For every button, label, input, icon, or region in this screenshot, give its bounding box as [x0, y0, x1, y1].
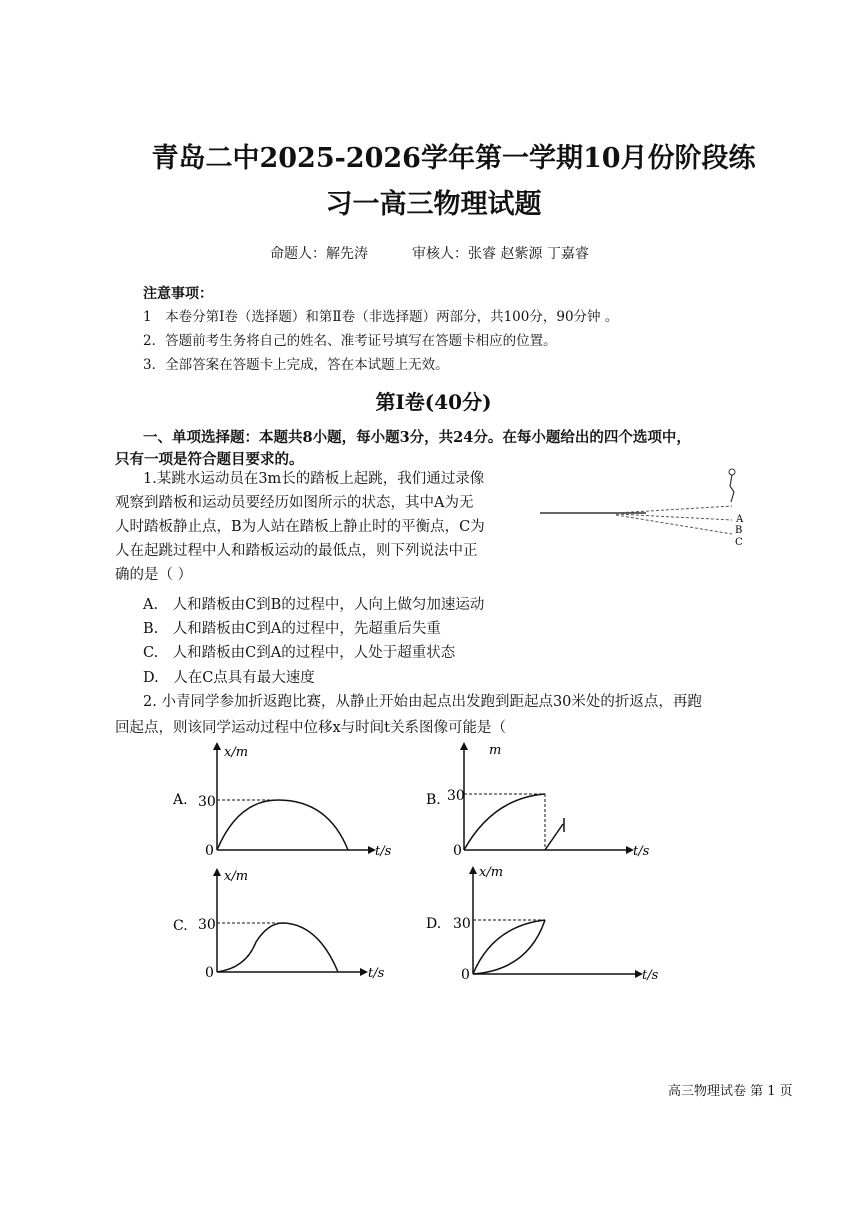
question-line: 确的是（ ）: [115, 567, 193, 583]
y-axis-label: x/m: [224, 869, 249, 884]
page-title-line1: 青岛二中2025-2026学年第一学期10月份阶段练: [151, 143, 756, 174]
instruction-line: 一、单项选择题：本题共8小题，每小题3分，共24分。在每小题给出的四个选项中，: [143, 429, 691, 446]
x-axis-arrow: [360, 968, 368, 976]
question-2-line: 回起点，则该同学运动过程中位移x与时间t关系图像可能是（: [115, 720, 507, 736]
graph-a: [168, 740, 408, 865]
graph-option-label: B.: [426, 792, 441, 808]
q1-option-c: C. 人和踏板由C到A的过程中，人处于超重状态: [143, 645, 456, 661]
reviewers: 审核人：张睿 赵紫源 丁嘉睿: [412, 246, 589, 262]
springboard-figure: [536, 462, 756, 552]
question-line: 人在起跳过程中人和踏板运动的最低点，则下列说法中正: [115, 543, 478, 559]
x-axis-label: t/s: [633, 844, 650, 859]
question-1-text: [115, 467, 485, 587]
y-tick-30: 30: [198, 794, 216, 810]
point-label-a: A: [736, 514, 744, 525]
y-axis-arrow: [213, 742, 221, 750]
diver-head: [729, 469, 735, 475]
board-line-a: [616, 506, 732, 513]
x-t-curve-back: [545, 824, 563, 850]
y-axis-label: x/m: [479, 865, 504, 880]
origin-label: 0: [205, 843, 214, 859]
notes-heading: 注意事项：: [143, 286, 213, 302]
question-line: 1.某跳水运动员在3m长的踏板上起跳，我们通过录像: [143, 471, 485, 487]
x-t-curve: [217, 923, 338, 972]
x-t-curve-lower: [473, 920, 545, 974]
y-axis-arrow: [460, 742, 468, 750]
q1-option-d: D. 人在C点具有最大速度: [143, 670, 315, 686]
graph-option-label: D.: [426, 916, 442, 932]
question-2-line: 2. 小青同学参加折返跑比赛，从静止开始由起点出发跑到距起点30米处的折返点，再跑: [143, 694, 702, 710]
proposer: 命题人：解先涛: [270, 246, 368, 262]
note-item: 3．全部答案在答题卡上完成，答在本试题上无效。: [143, 357, 449, 373]
question-line: 人时踏板静止点，B为人站在踏板上静止时的平衡点，C为: [115, 519, 485, 535]
graph-b: [423, 740, 663, 865]
board-line-b: [616, 514, 732, 520]
board-line-c: [616, 515, 732, 534]
page-title-line2: 习一高三物理试题: [325, 189, 542, 220]
graph-d: [423, 860, 663, 985]
origin-label: 0: [453, 843, 462, 859]
authors-line: [270, 243, 633, 263]
note-item: 2．答题前考生务将自己的姓名、准考证号填写在答题卡相应的位置。: [143, 333, 557, 349]
note-item: 1 本卷分第Ⅰ卷（选择题）和第Ⅱ卷（非选择题）两部分，共100分，90分钟 。: [143, 309, 619, 325]
y-tick-30: 30: [453, 916, 471, 932]
graph-c: [168, 864, 408, 989]
page-footer: 高三物理试卷 第 1 页: [668, 1084, 793, 1099]
question-line: 观察到踏板和运动员要经历如图所示的状态，其中A为无: [115, 495, 474, 511]
x-axis-label: t/s: [642, 968, 659, 983]
graph-option-label: A.: [173, 792, 188, 808]
origin-label: 0: [205, 965, 214, 981]
x-t-curve-out: [464, 794, 545, 850]
x-t-curve: [217, 800, 348, 850]
point-label-c: C: [735, 537, 743, 548]
diver-body: [730, 475, 734, 502]
y-axis-label: m: [489, 743, 502, 758]
x-t-curve-upper: [473, 920, 545, 974]
y-axis-arrow: [469, 866, 477, 874]
x-axis-label: t/s: [375, 844, 392, 859]
instruction-line: 只有一项是符合题目要求的。: [115, 451, 304, 468]
y-axis-label: x/m: [224, 745, 249, 760]
point-label-b: B: [735, 525, 743, 536]
y-tick-30: 30: [198, 917, 216, 933]
y-axis-arrow: [213, 868, 221, 876]
origin-label: 0: [461, 967, 470, 983]
q1-option-b: B. 人和踏板由C到A的过程中，先超重后失重: [143, 621, 441, 637]
section-title: 第I卷(40分): [375, 390, 492, 414]
graph-option-label: C.: [173, 918, 188, 934]
x-axis-label: t/s: [368, 966, 385, 981]
y-tick-30: 30: [447, 788, 465, 804]
q1-option-a: A. 人和踏板由C到B的过程中，人向上做匀加速运动: [143, 597, 485, 613]
